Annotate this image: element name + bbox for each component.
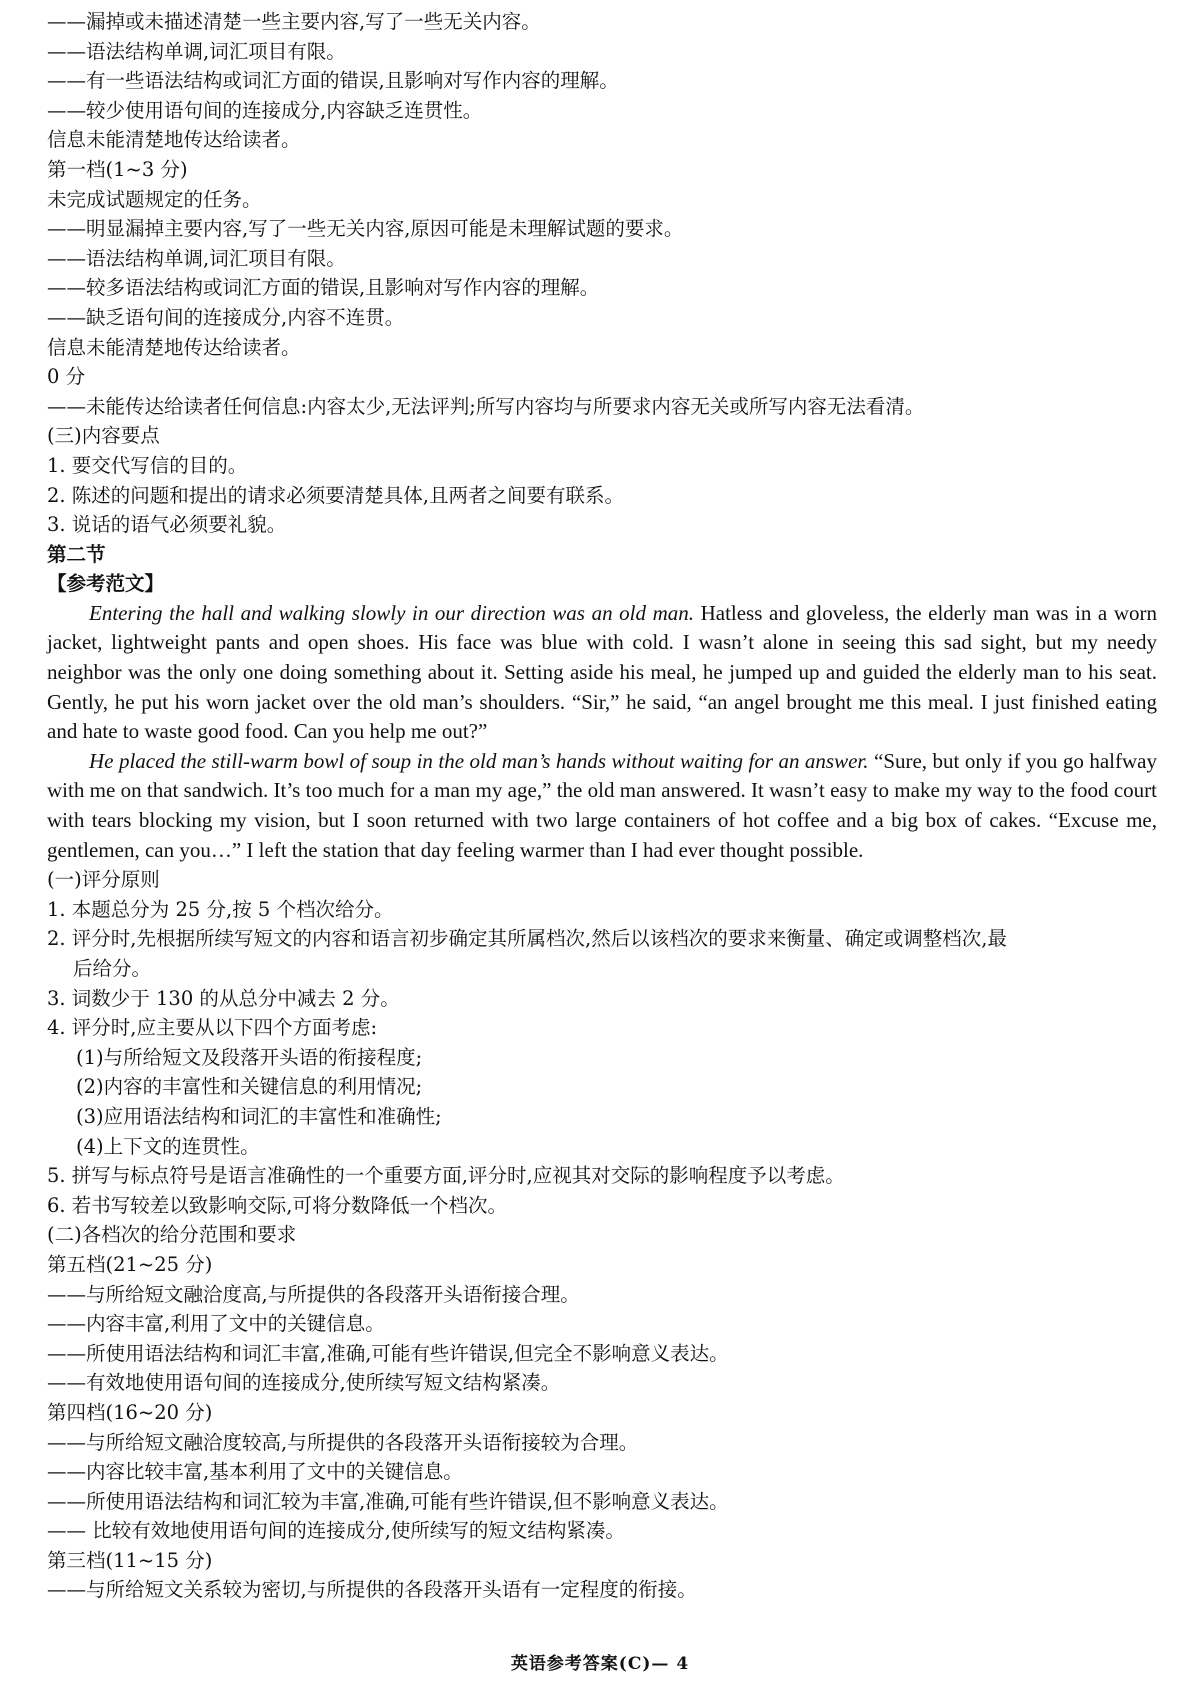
principle-item: 6. 若书写较差以致影响交际,可将分数降低一个档次。 bbox=[47, 1193, 508, 1217]
content-point: 1. 要交代写信的目的。 bbox=[47, 453, 248, 477]
criterion-line: ——有效地使用语句间的连接成分,使所续写短文结构紧凑。 bbox=[47, 1371, 561, 1395]
criterion-line: ——内容比较丰富,基本利用了文中的关键信息。 bbox=[47, 1460, 463, 1484]
page-footer: 英语参考答案(C)— 4 bbox=[510, 1654, 690, 1674]
principle-item: 3. 词数少于 130 的从总分中减去 2 分。 bbox=[47, 986, 400, 1010]
content-point: 3. 说话的语气必须要礼貌。 bbox=[47, 513, 287, 537]
answer-key-page bbox=[47, 7, 1157, 1605]
level-heading: 第五档(21~25 分) bbox=[47, 1252, 213, 1276]
paragraph-body: Hatless and gloveless, the elderly man was in a worn jacket, lightweight pants and open shoes. His face was blue with cold. I wasn’t alone in seeing this sad sight, but my needy neighbor was the only one doing something about it. Setting aside his meal, he jumped up and guided the elderly man to his seat. Gently, he put his worn jacket over the old man’s shoulders. “Sir,” he said, “an angel brought me this meal. I just finished eating and hate to waste good food. Can you help me out?” bbox=[47, 600, 1157, 744]
principle-subitem: (4)上下文的连贯性。 bbox=[76, 1134, 260, 1158]
criterion-line: 未完成试题规定的任务。 bbox=[47, 187, 262, 211]
sample-title: 【参考范文】 bbox=[47, 572, 165, 596]
sample-paragraph-2 bbox=[47, 747, 1157, 865]
criterion-line: ——较多语法结构或词汇方面的错误,且影响对写作内容的理解。 bbox=[47, 276, 600, 300]
level-heading: 第一档(1~3 分) bbox=[47, 157, 188, 181]
criterion-line: —— 比较有效地使用语句间的连接成分,使所续写的短文结构紧凑。 bbox=[47, 1519, 625, 1543]
criterion-line: ——与所给短文融洽度高,与所提供的各段落开头语衔接合理。 bbox=[47, 1282, 580, 1306]
principle-item-continuation: 后给分。 bbox=[73, 957, 152, 980]
principles-heading: (一)评分原则 bbox=[47, 868, 160, 892]
criterion-line: ——未能传达给读者任何信息:内容太少,无法评判;所写内容均与所要求内容无关或所写内容无法看清。 bbox=[47, 394, 925, 418]
criterion-line: ——语法结构单调,词汇项目有限。 bbox=[47, 246, 346, 270]
content-point: 2. 陈述的问题和提出的请求必须要清楚具体,且两者之间要有联系。 bbox=[47, 483, 625, 507]
criterion-line: ——所使用语法结构和词汇丰富,准确,可能有些许错误,但完全不影响意义表达。 bbox=[47, 1341, 729, 1365]
principle-subitem: (2)内容的丰富性和关键信息的利用情况; bbox=[76, 1075, 423, 1099]
paragraph-opener: Entering the hall and walking slowly in our direction was an old man. bbox=[89, 600, 694, 625]
criterion-line: 信息未能清楚地传达给读者。 bbox=[47, 128, 301, 152]
section-heading: (三)内容要点 bbox=[47, 424, 160, 448]
sample-paragraph-1 bbox=[47, 599, 1157, 747]
criterion-line: ——内容丰富,利用了文中的关键信息。 bbox=[47, 1312, 385, 1336]
levels-heading: (二)各档次的给分范围和要求 bbox=[47, 1223, 297, 1247]
principle-subitem: (1)与所给短文及段落开头语的衔接程度; bbox=[76, 1045, 423, 1069]
paragraph-opener: He placed the still-warm bowl of soup in the old man’s hands without waiting for an answer. bbox=[89, 748, 869, 773]
level-heading: 0 分 bbox=[47, 365, 86, 389]
principle-item: 1. 本题总分为 25 分,按 5 个档次给分。 bbox=[47, 897, 394, 921]
scoring-levels-top bbox=[47, 7, 1157, 540]
section-title: 第二节 bbox=[47, 542, 106, 566]
criterion-line: ——语法结构单调,词汇项目有限。 bbox=[47, 39, 346, 63]
principle-item: 5. 拼写与标点符号是语言准确性的一个重要方面,评分时,应视其对交际的影响程度予以考虑。 bbox=[47, 1164, 845, 1188]
level-heading: 第三档(11~15 分) bbox=[47, 1548, 213, 1572]
criterion-line: ——与所给短文关系较为密切,与所提供的各段落开头语有一定程度的衔接。 bbox=[47, 1578, 697, 1602]
criterion-line: ——漏掉或未描述清楚一些主要内容,写了一些无关内容。 bbox=[47, 10, 541, 33]
level-heading: 第四档(16~20 分) bbox=[47, 1400, 213, 1424]
criterion-line: ——有一些语法结构或词汇方面的错误,且影响对写作内容的理解。 bbox=[47, 69, 619, 93]
criterion-line: ——缺乏语句间的连接成分,内容不连贯。 bbox=[47, 305, 405, 329]
criterion-line: ——明显漏掉主要内容,写了一些无关内容,原因可能是未理解试题的要求。 bbox=[47, 217, 684, 241]
principle-item: 2. 评分时,先根据所续写短文的内容和语言初步确定其所属档次,然后以该档次的要求来衡量、确定或调整档次,最 bbox=[47, 927, 1007, 951]
criterion-line: ——与所给短文融洽度较高,与所提供的各段落开头语衔接较为合理。 bbox=[47, 1430, 639, 1454]
principle-item: 4. 评分时,应主要从以下四个方面考虑: bbox=[47, 1016, 378, 1040]
criterion-line: ——所使用语法结构和词汇较为丰富,准确,可能有些许错误,但不影响意义表达。 bbox=[47, 1489, 729, 1513]
criterion-line: ——较少使用语句间的连接成分,内容缺乏连贯性。 bbox=[47, 98, 483, 122]
principle-subitem: (3)应用语法结构和词汇的丰富性和准确性; bbox=[76, 1104, 442, 1128]
paragraph-body: “Sure, but only if you go halfway with me on that sandwich. It’s too much for a man my age,” the old man answered. It wasn’t easy to make my way to the food court with tears blocking my vision, but I soon returned with two large containers of hot coffee and a big box of cakes. “Excuse me, gentlemen, can you…” I left the station that day feeling warmer than I had ever thought possible. bbox=[47, 748, 1157, 862]
criterion-line: 信息未能清楚地传达给读者。 bbox=[47, 335, 301, 359]
